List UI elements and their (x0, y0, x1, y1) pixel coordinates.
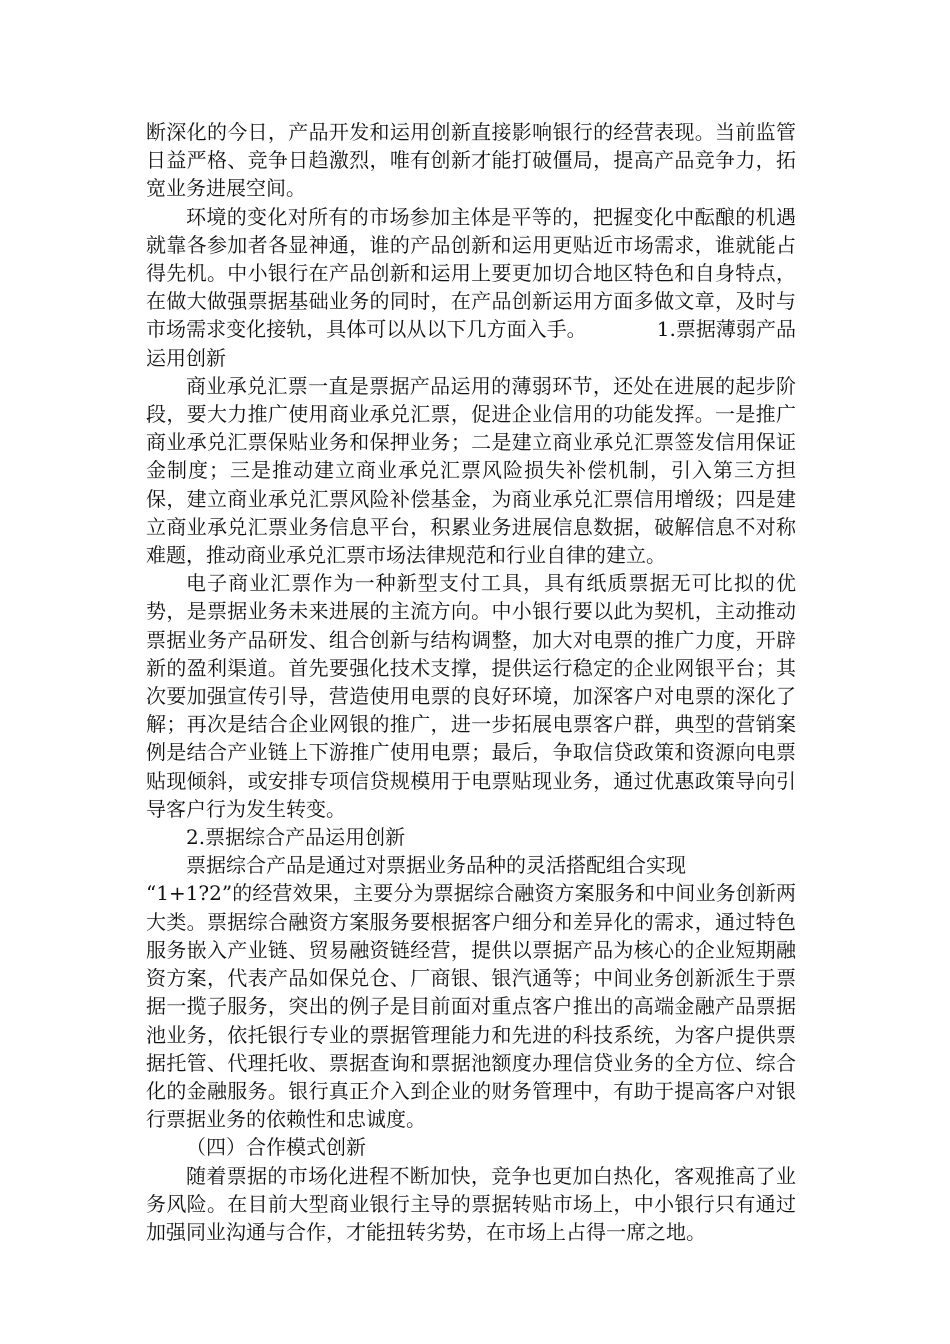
paragraph: 票据综合产品是通过对票据业务品种的灵活搭配组合实现 (186, 853, 686, 878)
paragraph-text: 环境的变化对所有的市场参加主体是平等的，把握变化中酝酿的机遇就靠各参加者各显神通，谁的产品创新和运用更贴近市场需求，谁就能占得先机。中小银行在产品创新和运用上要更加切合地区特色和自身特点，在做大做强票据基础业务的同时，在产品创新运用方面多做文章，及时与市场需求变化接轨，具体可以从以下几方面入手。 (146, 204, 796, 342)
paragraph (146, 203, 796, 372)
section-heading-inline: 1.票据薄弱产品运用创新 (146, 317, 796, 370)
paragraph: 电子商业汇票作为一种新型支付工具，具有纸质票据无可比拟的优势，是票据业务未来进展的主流方向。中小银行要以此为契机，主动推动票据业务产品研发、组合创新与结构调整，加大对电票的推广力度，开辟新的盈利渠道。首先要强化技术支撑，提供运行稳定的企业网银平台；其次要加强宣传引导，营造使用电票的良好环境，加深客户对电票的深化了解；再次是结合企业网银的推广，进一步拓展电票客户群，典型的营销案例是结合产业链上下游推广使用电票；最后，争取信贷政策和资源向电票贴现倾斜，或安排专项信贷规模用于电票贴现业务，通过优惠政策导向引导客户行为发生转变。 (146, 571, 796, 821)
paragraph: 随着票据的市场化进程不断加快，竞争也更加白热化，客观推高了业务风险。在目前大型商业银行主导的票据转贴市场上，中小银行只有通过加强同业沟通与合作，才能扭转劣势，在市场上占得一席之地。 (146, 1163, 796, 1244)
paragraph-continued: 断深化的今日，产品开发和运用创新直接影响银行的经营表现。当前监管日益严格、竞争日趋激烈，唯有创新才能打破僵局，提高产品竞争力，拓宽业务进展空间。 (146, 120, 796, 201)
section-heading: 2.票据综合产品运用创新 (186, 825, 406, 850)
paragraph-continued: “1+1?2”的经营效果，主要分为票据综合融资方案服务和中间业务创新两大类。票据综合融资方案服务要根据客户细分和差异化的需求，通过特色服务嵌入产业链、贸易融资链经营，提供以票据产品为核心的企业短期融资方案，代表产品如保兑仓、厂商银、银汽通等；中间业务创新派生于票据一揽子服务，突出的例子是目前面对重点客户推出的高端金融产品票据池业务，依托银行专业的票据管理能力和先进的科技系统，为客户提供票据托管、代理托收、票据查询和票据池额度办理信贷业务的全方位、综合化的金融服务。银行真正介入到企业的财务管理中，有助于提高客户对银行票据业务的依赖性和忠诚度。 (146, 881, 796, 1132)
section-heading: （四）合作模式创新 (186, 1135, 366, 1160)
paragraph: 商业承兑汇票一直是票据产品运用的薄弱环节，还处在进展的起步阶段，要大力推广使用商业承兑汇票，促进企业信用的功能发挥。一是推广商业承兑汇票保贴业务和保押业务；二是建立商业承兑汇票签发信用保证金制度；三是推动建立商业承兑汇票风险损失补偿机制，引入第三方担保，建立商业承兑汇票风险补偿基金，为商业承兑汇票信用增级；四是建立商业承兑汇票业务信息平台，积累业务进展信息数据，破解信息不对称难题，推动商业承兑汇票市场法律规范和行业自律的建立。 (146, 373, 796, 568)
document-body (146, 118, 796, 1246)
